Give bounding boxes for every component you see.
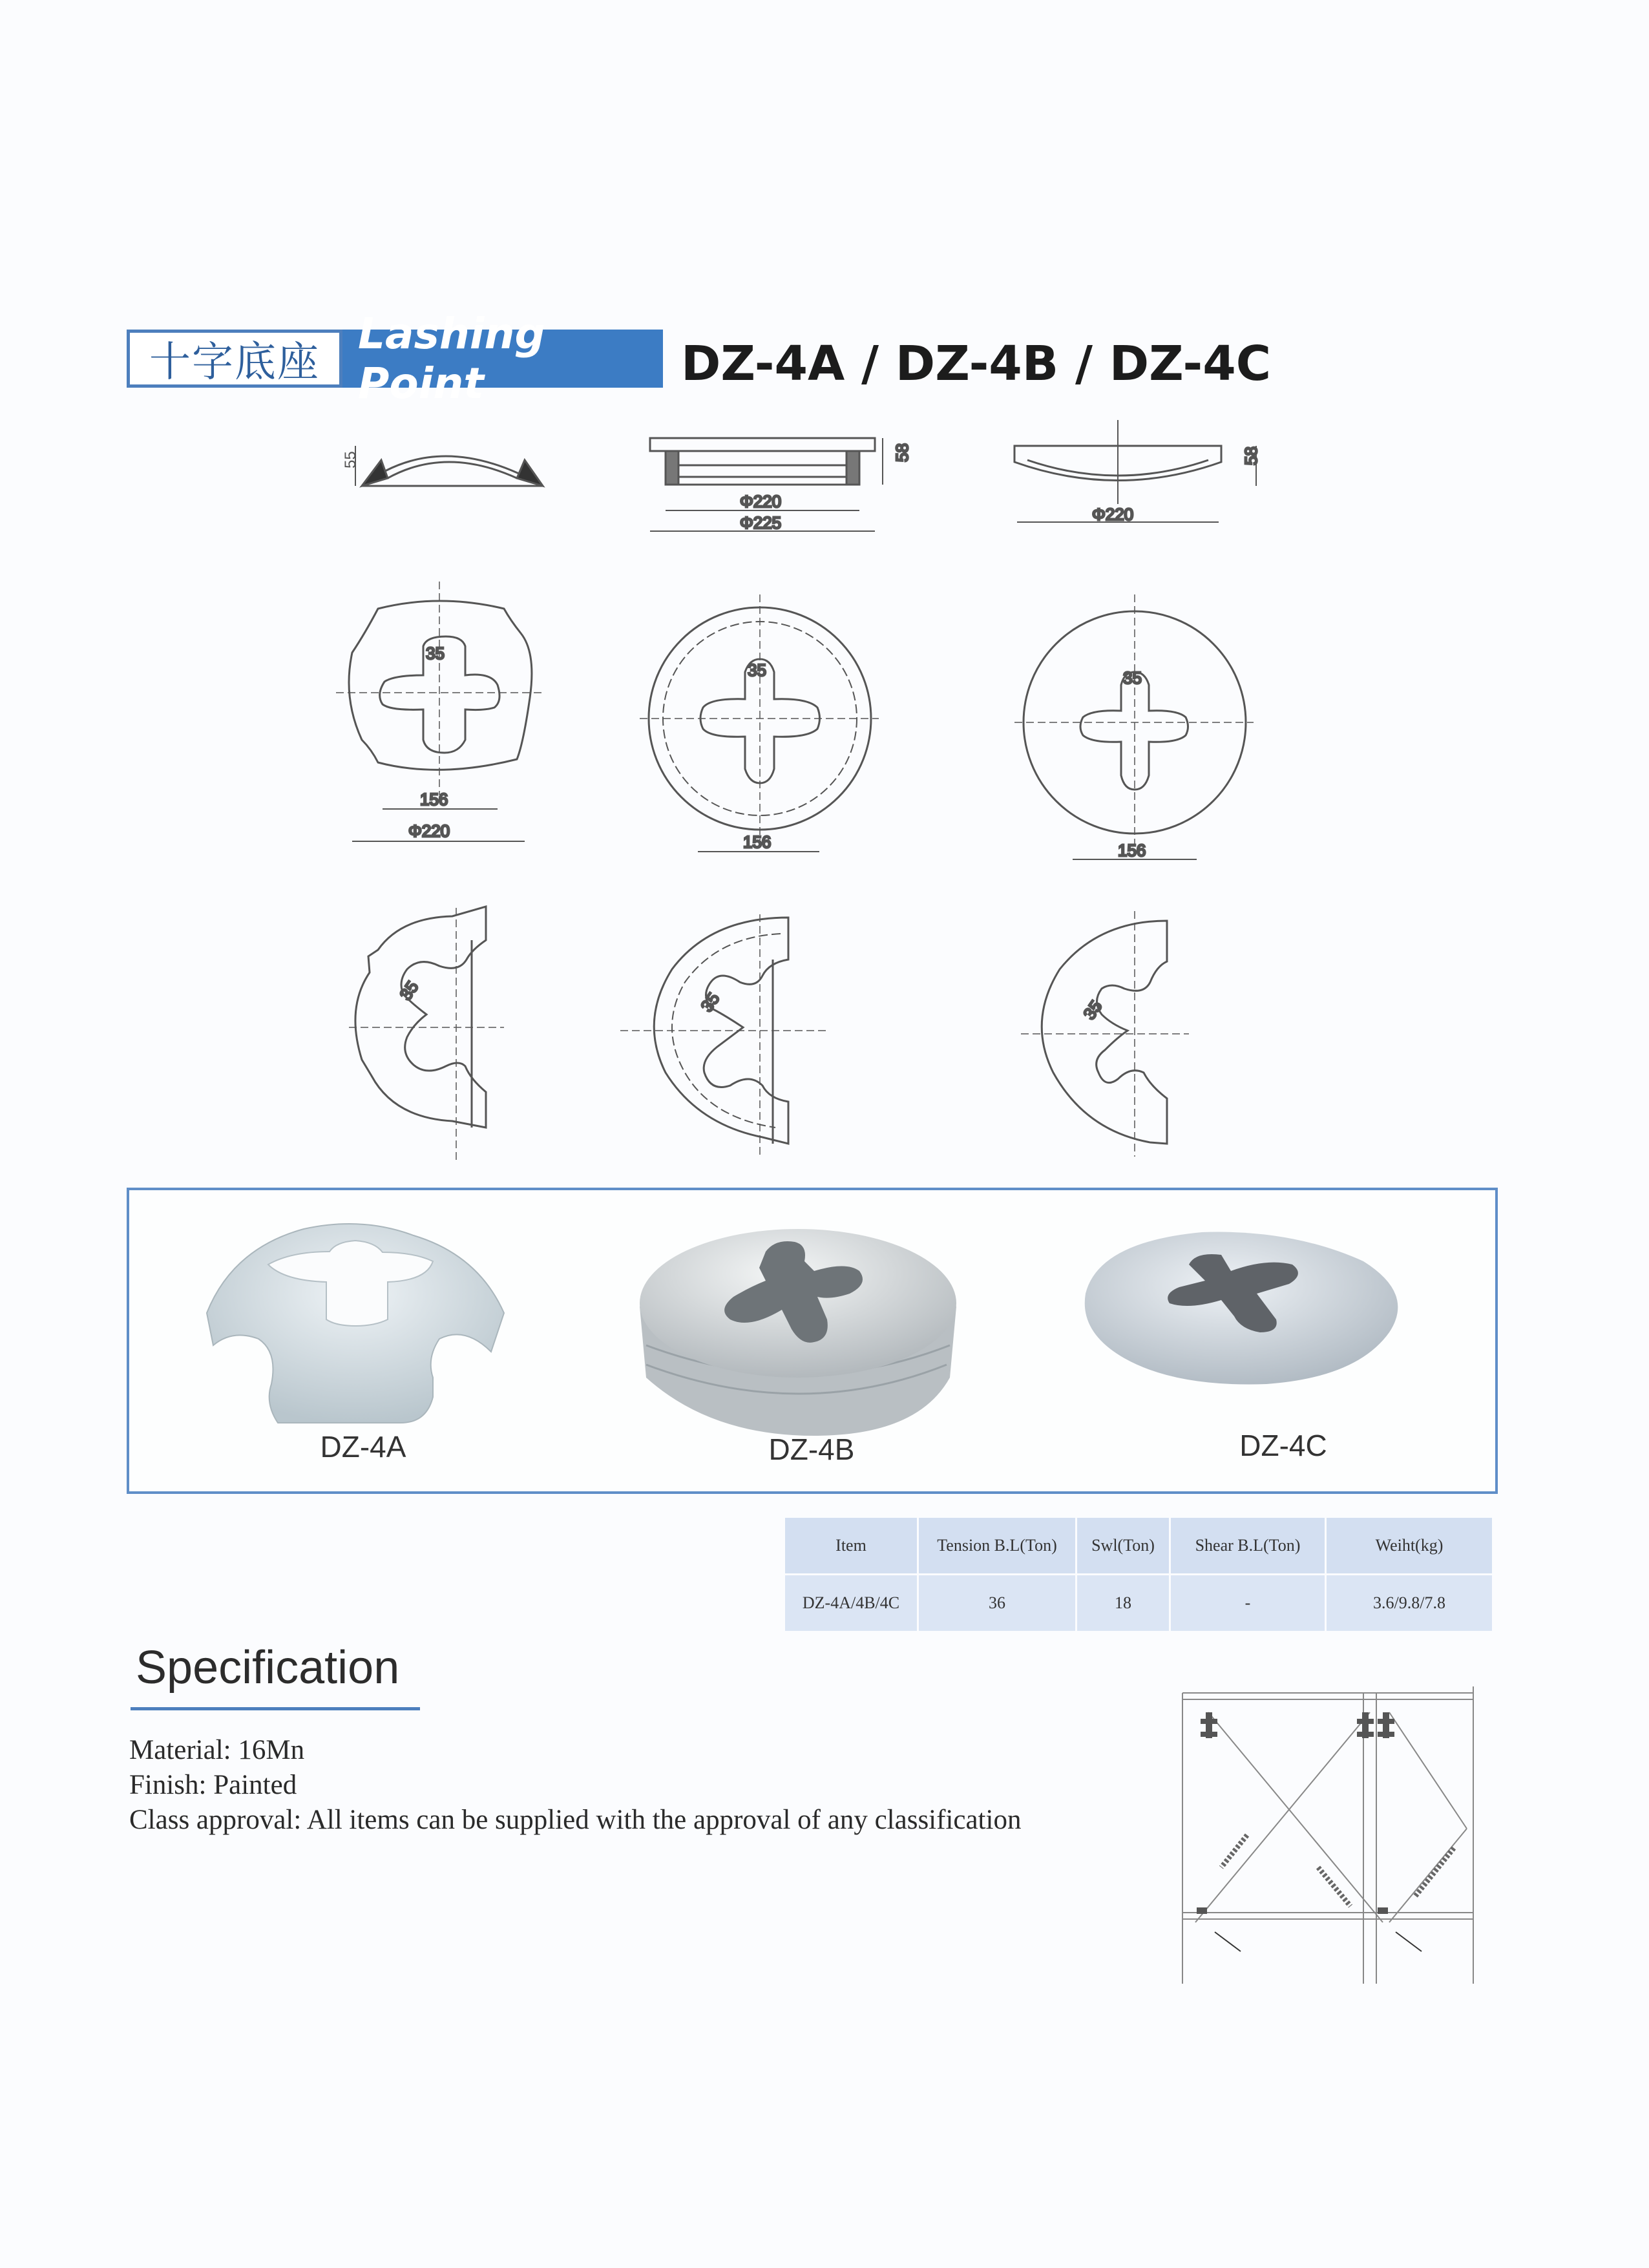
spec-class-approval: Class approval: All items can be supplied with the approval of any classification: [129, 1805, 1022, 1835]
caption-dz-4c: DZ-4C: [1239, 1429, 1327, 1462]
half-a-slot: 35: [395, 977, 423, 1004]
cell-weight: 3.6/9.8/7.8: [1327, 1575, 1492, 1631]
spec-table: [783, 1516, 1494, 1633]
specification-title: Specification: [136, 1642, 400, 1694]
header-shear: Shear B.L(Ton): [1171, 1518, 1325, 1573]
top-c-slot: 35: [1123, 668, 1142, 688]
cell-item: DZ-4A/4B/4C: [785, 1575, 917, 1631]
top-c-inner: 156: [1118, 841, 1146, 860]
top-view-b: [640, 594, 879, 852]
caption-dz-4a: DZ-4A: [320, 1430, 406, 1464]
side-view-c: [1014, 420, 1256, 522]
cell-shear: -: [1171, 1575, 1325, 1631]
header-swl: Swl(Ton): [1077, 1518, 1169, 1573]
table-header-row: [785, 1518, 1492, 1573]
photo-dz-4c: [1085, 1232, 1398, 1385]
side-b-height: 58: [892, 443, 912, 462]
header-tension: Tension B.L(Ton): [919, 1518, 1075, 1573]
spec-material: Material: 16Mn: [129, 1735, 305, 1765]
header-weight: Weiht(kg): [1327, 1518, 1492, 1573]
top-b-slot: 35: [748, 660, 766, 680]
top-b-inner: 156: [743, 832, 772, 852]
model-list: DZ-4A / DZ-4B / DZ-4C: [681, 336, 1272, 392]
half-view-a: [349, 907, 504, 1163]
title-english: Lashing Point: [342, 330, 663, 388]
half-b-slot: 35: [697, 989, 724, 1016]
technical-drawings: [0, 401, 1649, 1176]
top-view-c: [1014, 594, 1254, 859]
side-a-height-label: 55: [342, 451, 359, 468]
side-b-outer-dia: Φ225: [740, 513, 782, 532]
side-view-a: [342, 446, 543, 486]
half-c-slot: 35: [1079, 996, 1106, 1024]
photo-dz-4a: [207, 1224, 504, 1423]
caption-dz-4b: DZ-4B: [768, 1433, 855, 1466]
lashing-arrangement-diagram: [1170, 1674, 1486, 1997]
title-chinese: 十字底座: [127, 330, 342, 388]
spec-finish: Finish: Painted: [129, 1770, 297, 1800]
side-c-dia: Φ220: [1092, 505, 1134, 524]
table-row: [785, 1575, 1492, 1631]
top-a-inner: 156: [420, 790, 448, 809]
header-item: Item: [785, 1518, 917, 1573]
cell-swl: 18: [1077, 1575, 1169, 1631]
side-b-inner-dia: Φ220: [740, 492, 782, 511]
top-a-slot: 35: [426, 644, 445, 663]
top-a-dia: Φ220: [408, 821, 450, 841]
cell-tension: 36: [919, 1575, 1075, 1631]
half-view-b: [620, 914, 827, 1157]
side-c-height: 58: [1241, 446, 1261, 465]
half-view-c: [1021, 911, 1189, 1157]
specification-underline: [131, 1707, 420, 1710]
photo-dz-4b: [640, 1229, 956, 1436]
